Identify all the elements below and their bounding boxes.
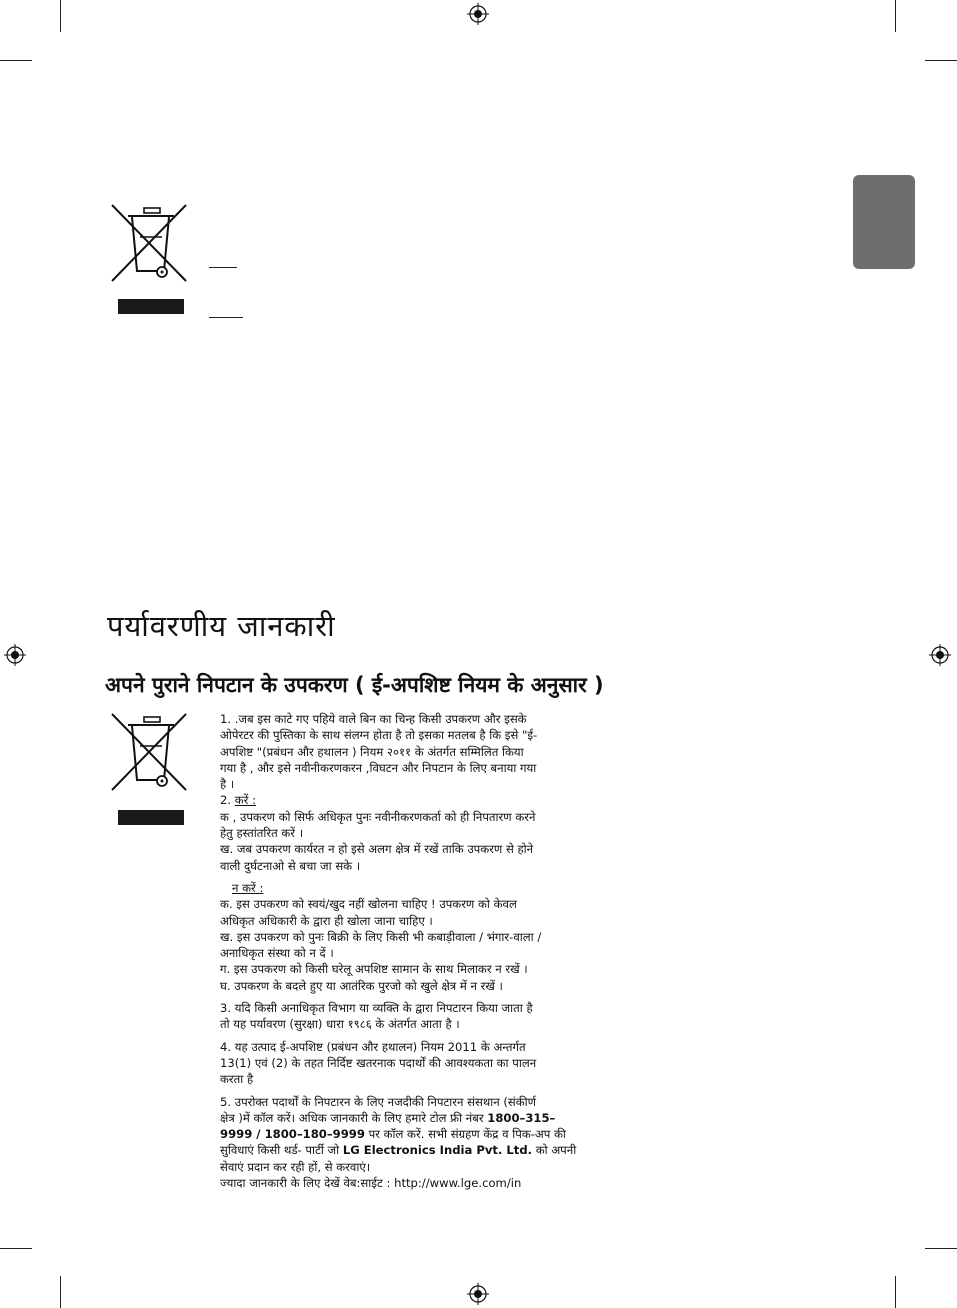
section-title: पर्यावरणीय जानकारी [107, 609, 336, 643]
do-number: 2. [220, 793, 235, 808]
text-line: ख. जब उपकरण कार्यरत न हो इसे अलग क्षेत्र में रखें ताकि उपकरण से होने [220, 842, 534, 857]
text-line: 3. यदि किसी अनाधिकृत विभाग या व्यक्ति के द्वारा निपटारन किया जाता है [220, 1001, 533, 1016]
company-name: LG Electronics India Pvt. Ltd. [342, 1143, 533, 1158]
registration-mark-icon [467, 3, 489, 25]
text-line: क. इस उपकरण को स्वयं/खुद नहीं खोलना चाहिए ! उपकरण को केवल [220, 897, 517, 912]
crossed-out-bin-icon [110, 712, 188, 792]
text-line [220, 1175, 660, 1191]
underline-mark [209, 317, 243, 318]
weee-bar [118, 299, 184, 314]
text-line: ओपेरटर की पुस्तिका के साथ संलग्न होता है तो इसका मतलब है कि इसे "ई- [220, 728, 538, 743]
text-line: ख. इस उपकरण को पुनः बिक्री के लिए किसी भी कबाड़ीवाला / भंगार-वाला / [220, 929, 542, 944]
do-heading [220, 792, 660, 808]
section-subtitle: अपने पुराने निपटान के उपकरण ( ई-अपशिष्ट नियम के अनुसार ) [105, 673, 604, 697]
language-tab [853, 175, 915, 269]
registration-mark-icon [467, 1283, 489, 1305]
text-line: क , उपकरण को सिर्फ अधिकृत पुनः नवीनीकरणकर्ता को ही निपतारण करने [220, 809, 536, 824]
registration-mark-icon [4, 644, 26, 666]
text-line: सेवाएं प्रदान कर रही हों, से करवाएं। [220, 1159, 371, 1174]
text-line [220, 1142, 660, 1158]
underline-mark [209, 267, 237, 268]
crop-mark [925, 60, 957, 61]
text-line: गया है , और इसे नवीनीकरणकरन ,विघटन और निपटान के लिए बनाया गया [220, 760, 537, 775]
text-line: तो यह पर्यावरण (सुरक्षा) धारा १९८६ के अंतर्गत आता है । [220, 1017, 460, 1032]
text-line: 5. उपरोक्त पदार्थों के निपटारन के लिए नजदीकी निपटारन संसथान (संकीर्ण [220, 1094, 537, 1109]
crop-mark [60, 0, 61, 32]
text-line: वाली दुर्घटनाओ से बचा जा सके । [220, 858, 361, 873]
text-line: अनाधिकृत संस्था को न दें । [220, 946, 334, 961]
crop-mark [60, 1276, 61, 1308]
dont-heading [220, 880, 660, 896]
text-segment: को अपनी [532, 1143, 577, 1158]
crossed-out-bin-icon [110, 203, 188, 283]
registration-mark-icon [929, 644, 951, 666]
text-line: 4. यह उत्पाद ई-अपशिष्ट (प्रबंधन और हथालन) नियम 2011 के अन्तर्गत [220, 1039, 526, 1054]
toll-free-number: 9999 / 1800–180–9999 [220, 1127, 365, 1142]
text-segment: सुविधाएं किसी थर्ड- पार्टी जो [220, 1143, 343, 1158]
text-line: घ. उपकरण के बदले हुए या आतंरिक पुरजो को खुले क्षेत्र में न रखें । [220, 978, 503, 993]
dont-label: न करें : [232, 880, 264, 895]
weee-bar [118, 810, 184, 825]
crop-mark [0, 60, 32, 61]
text-line: अपशिष्ट "(प्रबंधन और हथालन ) नियम २०११ के अंतर्गत सम्मिलित किया [220, 744, 524, 759]
crop-mark [0, 1248, 32, 1249]
text-line: ग. इस उपकरण को किसी घरेलू अपशिष्ट सामान के साथ मिलाकर न रखें । [220, 962, 528, 977]
text-line [220, 1126, 660, 1142]
disposal-instructions [220, 711, 660, 1191]
text-segment: क्षेत्र )में कॉल करें। अधिक जानकारी के लिए हमारे टोल फ्री नंबर [220, 1110, 488, 1125]
text-line: 1. .जब इस काटे गए पहिये वाले बिन का चिन्ह किसी उपकरण और इसके [220, 712, 527, 726]
text-line: 13(1) एवं (2) के तहत निर्दिष्ट खतरनाक पदार्थों की आवश्यकता का पालन [220, 1055, 537, 1070]
text-segment: पर कॉल करें. सभी संग्रहण केंद्र व पिक-अप की [364, 1127, 566, 1142]
text-line [220, 1110, 660, 1126]
crop-mark [895, 0, 896, 32]
website-link[interactable]: http://www.lge.com/in [394, 1176, 522, 1191]
crop-mark [925, 1248, 957, 1249]
text-segment: ज्यादा जानकारी के लिए देखें वेब:साईट : [220, 1176, 395, 1191]
text-line: अधिकृत अधिकारी के द्वारा ही खोला जाना चाहिए । [220, 913, 433, 928]
text-line: हेतु हस्तांतरित करें । [220, 826, 304, 841]
do-label: करें : [234, 793, 256, 808]
toll-free-number: 1800–315– [487, 1110, 556, 1125]
text-line: है । [220, 777, 235, 792]
text-line: करता है [220, 1072, 254, 1087]
crop-mark [895, 1276, 896, 1308]
